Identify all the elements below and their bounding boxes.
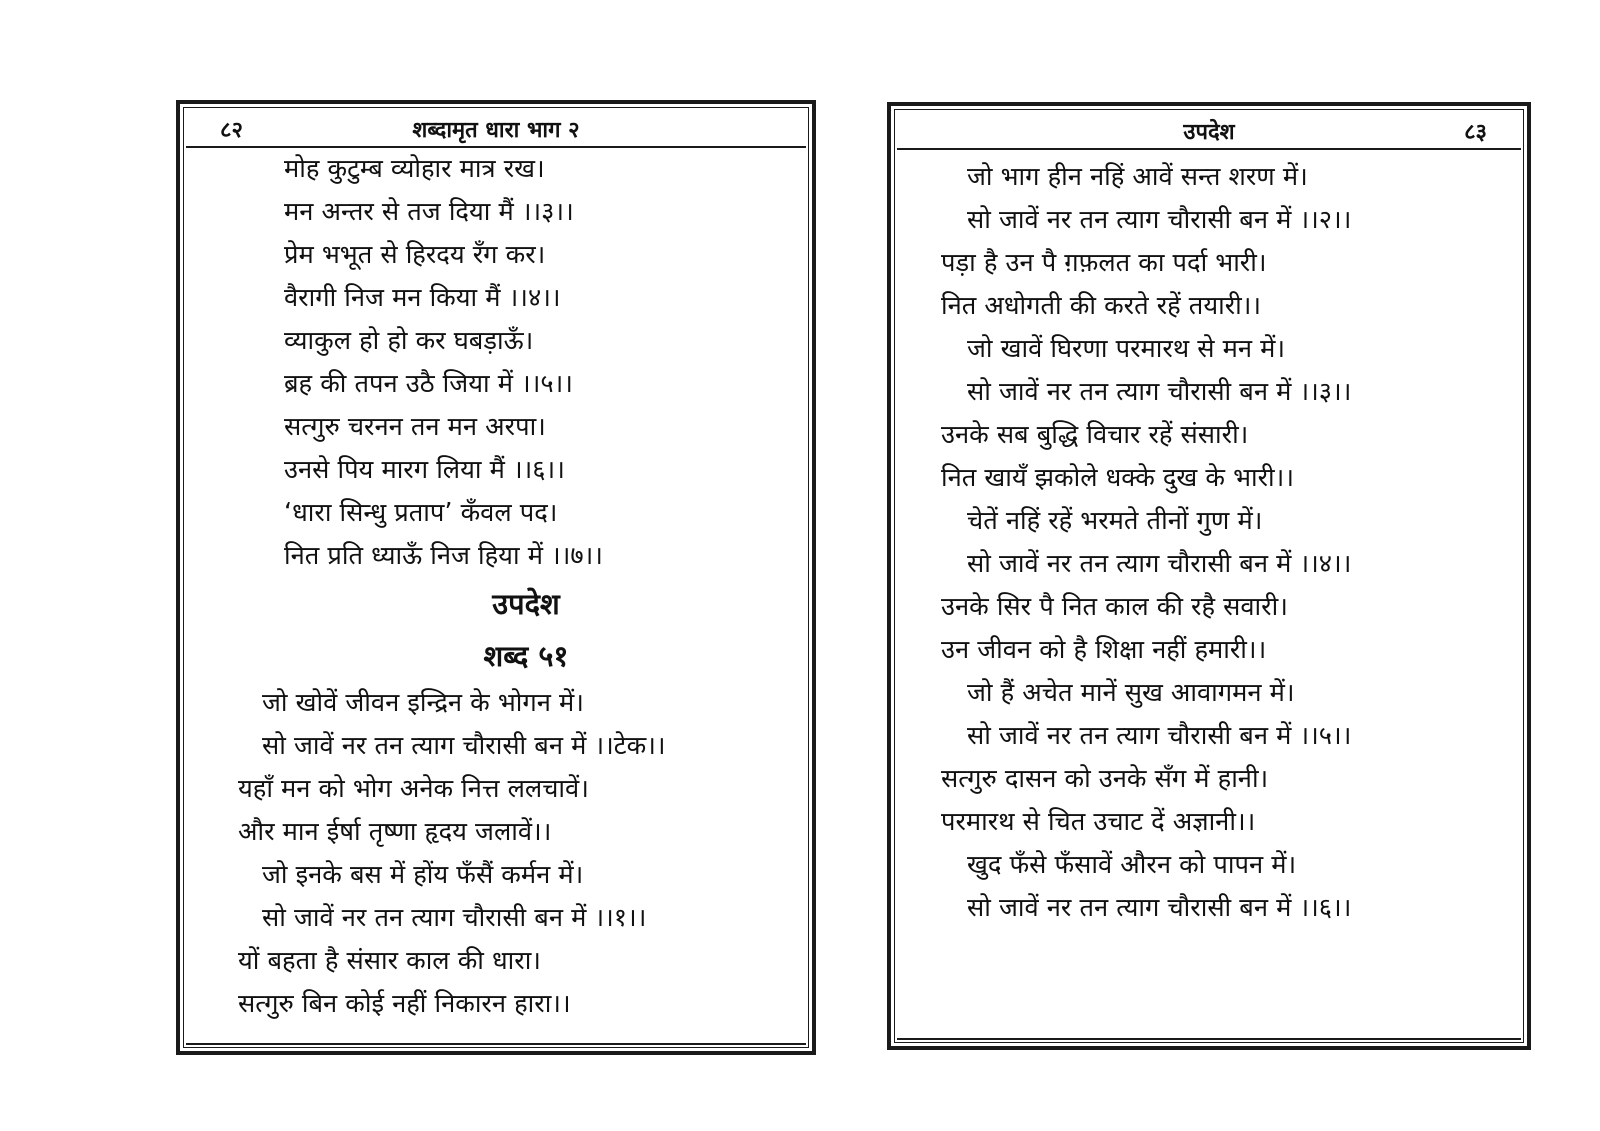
left-page — [176, 100, 816, 1055]
right-page-header — [897, 112, 1521, 150]
verse-line: पड़ा है उन पै ग़फ़लत का पर्दा भारी। — [941, 248, 1267, 278]
left-page-text — [180, 148, 812, 1026]
shabd-line: और मान ईर्षा तृष्णा हृदय जलावें।। — [238, 817, 552, 847]
verse-line: जो हैं अचेत मानें सुख आवागमन में। — [967, 678, 1295, 708]
verse-line: सो जावें नर तन त्याग चौरासी बन में ।।५।। — [967, 721, 1352, 751]
left-page-header — [186, 110, 806, 148]
right-page-text — [891, 156, 1527, 930]
verse-line: वैरागी निज मन किया मैं ।।४।। — [284, 283, 561, 313]
bottom-rule — [897, 1038, 1521, 1040]
shabd-line: यहाँ मन को भोग अनेक नित्त ललचावें। — [238, 774, 589, 804]
verse-line: चेतें नहिं रहें भरमते तीनों गुण में। — [967, 506, 1263, 536]
verse-line: खुद फँसे फँसावें औरन को पापन में। — [967, 850, 1297, 880]
verse-line: सत्गुरु चरनन तन मन अरपा। — [284, 412, 546, 442]
shabd-line: यों बहता है संसार काल की धारा। — [238, 946, 541, 976]
left-page-title: शब्दामृत धारा भाग २ — [412, 118, 580, 143]
verse-line: नित प्रति ध्याऊँ निज हिया में ।।७।। — [284, 541, 603, 571]
left-page-number: ८२ — [220, 118, 243, 143]
verse-line: उन जीवन को है शिक्षा नहीं हमारी।। — [941, 635, 1267, 665]
shabd-line: सो जावें नर तन त्याग चौरासी बन में ।।टेक।। — [262, 731, 666, 761]
verse-line: उनके सिर पै नित काल की रहै सवारी। — [941, 592, 1288, 622]
verse-line: प्रेम भभूत से हिरदय रँग कर। — [284, 240, 546, 270]
shabd-heading: शब्द ५१ — [483, 639, 569, 673]
right-page-title: उपदेश — [1183, 120, 1235, 145]
right-page — [887, 102, 1531, 1050]
verse-line: व्याकुल हो हो कर घबड़ाऊँ। — [284, 326, 534, 356]
verse-line: जो भाग हीन नहिं आवें सन्त शरण में। — [967, 162, 1308, 192]
verse-line: मोह कुटुम्ब व्योहार मात्र रख। — [284, 154, 545, 184]
shabd-line: सो जावें नर तन त्याग चौरासी बन में ।।१।। — [262, 903, 647, 933]
verse-line: परमारथ से चित उचाट दें अज्ञानी।। — [941, 807, 1256, 837]
section-heading: उपदेश — [492, 587, 560, 621]
verse-line: सो जावें नर तन त्याग चौरासी बन में ।।६।। — [967, 893, 1352, 923]
verse-line: ब्रह की तपन उठै जिया में ।।५।। — [284, 369, 573, 399]
verse-line: सो जावें नर तन त्याग चौरासी बन में ।।४।। — [967, 549, 1352, 579]
verse-line: जो खावें घिरणा परमारथ से मन में। — [967, 334, 1285, 364]
bottom-rule — [186, 1043, 806, 1045]
shabd-line: जो खोवें जीवन इन्द्रिन के भोगन में। — [262, 688, 584, 718]
verse-line: मन अन्तर से तज दिया मैं ।।३।। — [284, 197, 574, 227]
verse-line: सो जावें नर तन त्याग चौरासी बन में ।।२।। — [967, 205, 1352, 235]
verse-line: उनसे पिय मारग लिया मैं ।।६।। — [284, 455, 565, 485]
shabd-line: जो इनके बस में होंय फँसैं कर्मन में। — [262, 860, 584, 890]
verse-line: सो जावें नर तन त्याग चौरासी बन में ।।३।। — [967, 377, 1352, 407]
shabd-line: सत्गुरु बिन कोई नहीं निकारन हारा।। — [238, 989, 571, 1019]
verse-line: ‘धारा सिन्धु प्रताप’ कँवल पद। — [284, 498, 558, 528]
verse-line: उनके सब बुद्धि विचार रहें संसारी। — [941, 420, 1249, 450]
verse-line: नित अधोगती की करते रहें तयारी।। — [941, 291, 1262, 321]
verse-line: सत्गुरु दासन को उनके सँग में हानी। — [941, 764, 1269, 794]
right-page-number: ८३ — [1464, 120, 1487, 145]
verse-line: नित खायँ झकोले धक्के दुख के भारी।। — [941, 463, 1294, 493]
